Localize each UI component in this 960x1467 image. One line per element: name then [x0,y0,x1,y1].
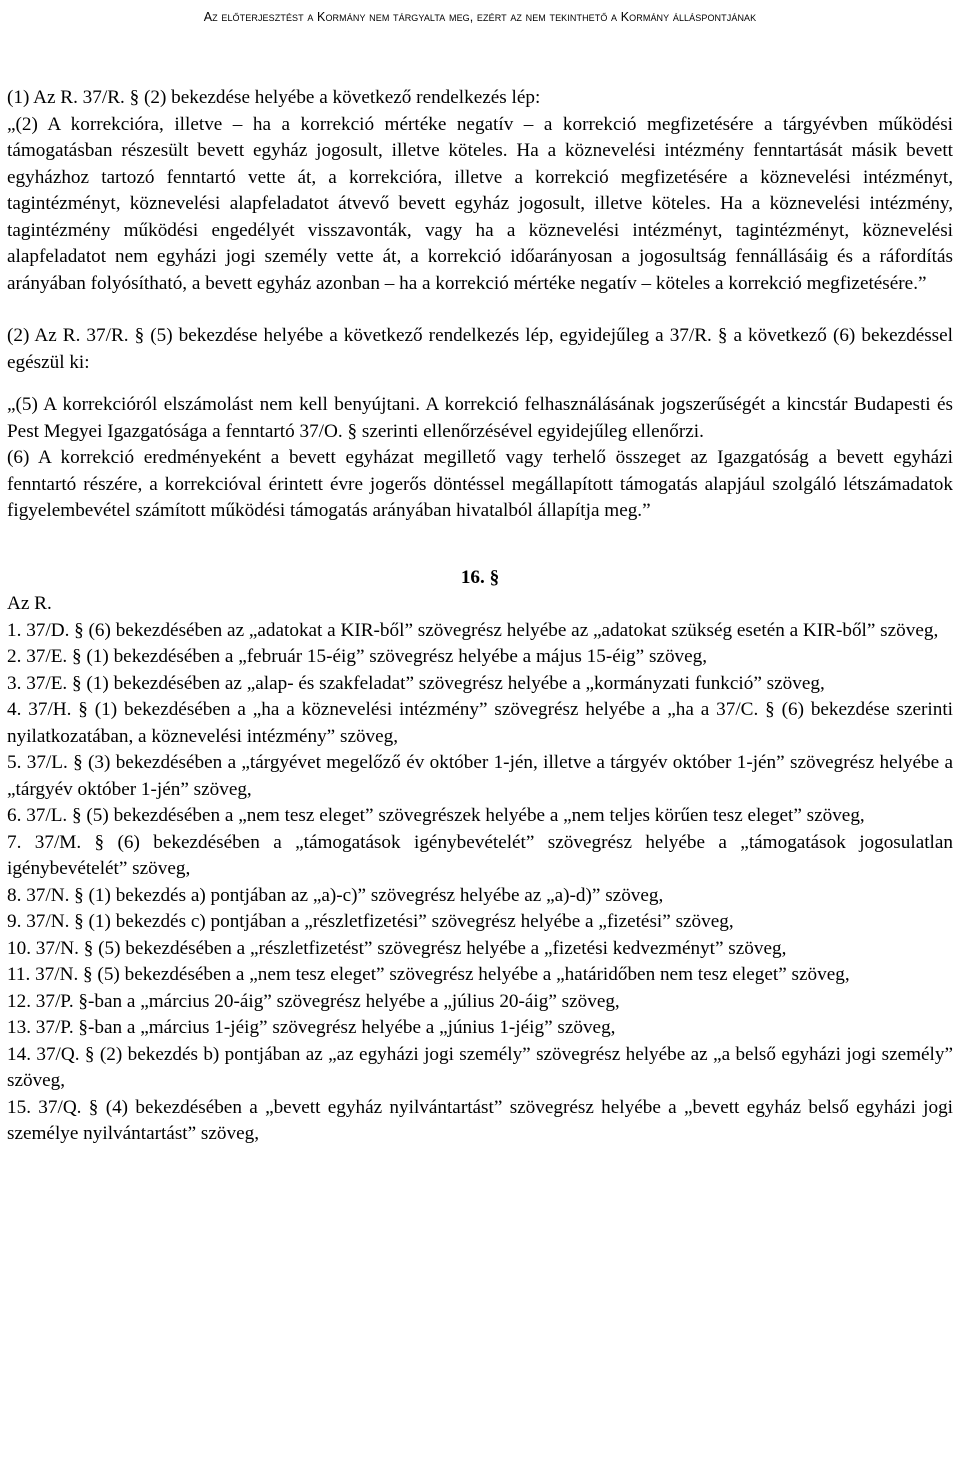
paragraph-4: „(5) A korrekcióról elszámolást nem kell benyújtani. A korrekció felhasználásának jogszerűségét a kincstár Budapesti és Pest Megyei Igazgatósága a fenntartó 37/O. § szerinti ellenőrzésével egyidejűleg ellenőrzi. [7,394,953,442]
list-item: 4. 37/H. § (1) bekezdésében a „ha a köznevelési intézmény” szövegrész helyébe a „ha a 37/C. § (6) bekezdése szerinti nyilatkozatában, a köznevelési intézmény” szöveg, [7,699,953,747]
list-item: 15. 37/Q. § (4) bekezdésében a „bevett egyház nyilvántartást” szövegrész helyébe a „bevett egyház belső egyházi jogi személye nyilvántartást” szöveg, [7,1096,953,1144]
list-item: 13. 37/P. §-ban a „március 1-jéig” szövegrész helyébe a „június 1-jéig” szöveg, [7,1017,616,1038]
list-item: 11. 37/N. § (5) bekezdésében a „nem tesz eleget” szövegrész helyébe a „határidőben nem tesz eleget” szöveg, [7,964,850,985]
paragraph-2: „(2) A korrekcióra, illetve – ha a korrekció mértéke negatív – a korrekció megfizetésére a tárgyévben működési támogatásban részesült bevett egyház jogosult, illetve köteles. Ha a köznevelési intézmény fenntartását másik bevett egyházhoz tartozó fenntartó vette át, a korrekcióra, illetve a korrekció megfizetésére a köznevelési intézményt, tagintézményt, köznevelési alapfeladatot átvevő bevett egyház jogosult, illetve köteles. Ha a köznevelési intézmény, tagintézmény működési engedélyét visszavonták, vagy ha a köznevelési intézményt, tagintézményt, köznevelési alapfeladatot nem egyházi jogi személy vette át, a korrekció időarányosan a jogosultság fennállásáig és a ráfordítás arányában folyósítható, a bevett egyház azonban – ha a korrekció mértéke negatív – köteles a korrekció megfizetésére.” [7,113,953,294]
paragraph-5: (6) A korrekció eredményeként a bevett egyházat megillető vagy terhelő összeget az Igazgatóság a bevett egyházi fenntartó részére, a korrekcióval érintett évre jogerős döntéssel megállapított támogatás alapjául szolgáló létszámadatok figyelembevétel számított működési támogatás arányában hivatalból állapítja meg.” [7,447,953,521]
list-item: 10. 37/N. § (5) bekezdésében a „részletfizetést” szövegrész helyébe a „fizetési kedvezményt” szöveg, [7,937,787,959]
list-item: 3. 37/E. § (1) bekezdésében az „alap- és szakfeladat” szövegrész helyébe a „kormányzati funkció” szöveg, [7,672,825,694]
paragraph-3: (2) Az R. 37/R. § (5) bekezdése helyébe a következő rendelkezés lép, egyidejűleg a 37/R. § a következő (6) bekezdéssel egészül ki: [7,325,953,373]
list-item: 9. 37/N. § (1) bekezdés c) pontjában a „részletfizetési” szövegrész helyébe a „fizetési” szöveg, [7,911,734,932]
amendment-list [7,618,953,1148]
header-notice: Az előterjesztést a Kormány nem tárgyalta meg, ezért az nem tekinthető a Kormány álláspontjának [203,10,757,24]
list-item: 2. 37/E. § (1) bekezdésében a „február 15-éig” szövegrész helyébe a május 15-éig” szöveg, [7,646,708,667]
section-title: 16. § [460,566,500,588]
list-item: 14. 37/Q. § (2) bekezdés b) pontjában az „az egyházi jogi személy” szövegrész helyébe az „a belső egyházi jogi személy” szöveg, [7,1043,953,1091]
document-body [7,85,953,1148]
list-item: 6. 37/L. § (5) bekezdésében a „nem tesz eleget” szövegrészek helyébe a „nem teljes körűen tesz eleget” szöveg, [7,805,865,826]
list-item: 5. 37/L. § (3) bekezdésében a „tárgyévet megelőző év október 1-jén, illetve a tárgyév október 1-jén” szövegrész helyébe a „tárgyév október 1-jén” szöveg, [7,752,953,800]
list-item: 7. 37/M. § (6) bekezdésében a „támogatások igénybevételét” szövegrész helyébe a „támogatások jogosulatlan igénybevételét” szöveg, [7,831,953,879]
paragraph-1: (1) Az R. 37/R. § (2) bekezdése helyébe a következő rendelkezés lép: [7,87,541,108]
list-item: 8. 37/N. § (1) bekezdés a) pontjában az „a)-c)” szövegrész helyébe az „a)-d)” szöveg, [7,884,664,906]
section-intro: Az R. [7,593,52,614]
list-item: 1. 37/D. § (6) bekezdésében az „adatokat a KIR-ből” szövegrész helyébe az „adatokat szükség esetén a KIR-ből” szöveg, [7,619,939,641]
list-item: 12. 37/P. §-ban a „március 20-áig” szövegrész helyébe a „július 20-áig” szöveg, [7,990,620,1012]
